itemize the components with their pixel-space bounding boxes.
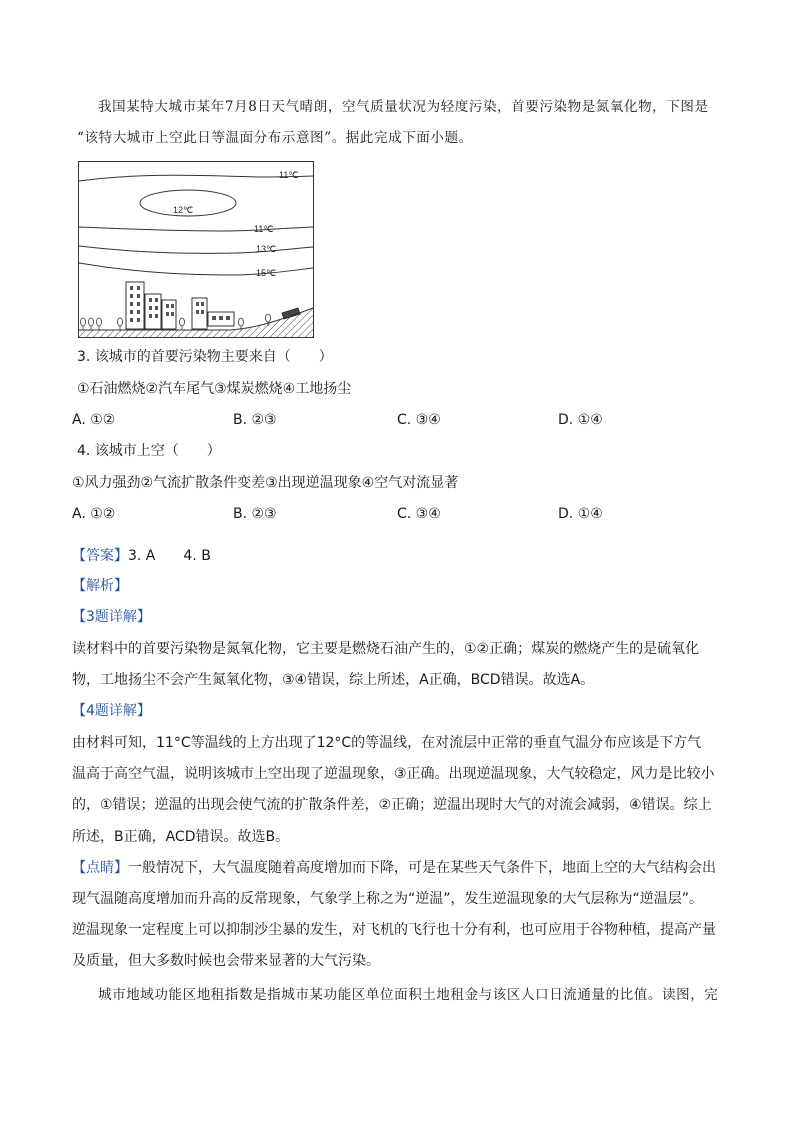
label-13: 13℃ [256,244,277,254]
note-line-4: 及质量，但大多数时候也会带来显著的大气污染。 [72,953,380,969]
label-11-lower: 11℃ [254,224,274,234]
q3-option-c[interactable]: C. ③④ [397,412,441,428]
d4-line-2: 温高于高空气温，说明该城市上空出现了逆温现象，③正确。出现逆温现象，大气较稳定，风力是比较小 [72,766,715,782]
note-line-1-row [72,858,716,878]
q4-option-a[interactable]: A. ①② [72,506,116,522]
q4-option-c[interactable]: C. ③④ [397,506,441,522]
next-line-1: 城市地域功能区地租指数是指城市某功能区单位面积土地租金与该区人口日流通量的比值。读图，完 [98,987,719,1003]
analysis-tag: 【解析】 [72,578,128,594]
intro-line-2: “该特大城市上空此日等温面分布示意图”。据此完成下面小题。 [77,130,473,146]
intro-line-1: 我国某特大城市某年7月8日天气晴朗，空气质量状况为轻度污染，首要污染物是氮氧化物，下图是 [98,99,709,115]
d3-tag: 【3题详解】 [72,609,151,625]
answer-text: 3. A 4. B [128,548,211,564]
d3-line-2: 物，工地扬尘不会产生氮氧化物，③④错误，综上所述，A正确，BCD错误。故选A。 [72,672,595,688]
label-12: 12℃ [173,205,194,215]
answer-tag: 【答案】 [72,548,128,564]
d4-line-3: 的，①错误；逆温的出现会使气流的扩散条件差，②正确；逆温出现时大气的对流会减弱，④错误。综上 [72,797,712,813]
note-line-1: 一般情况下，大气温度随着高度增加而下降，可是在某些天气条件下，地面上空的大气结构会出 [128,860,716,876]
q4-items: ①风力强劲②气流扩散条件变差③出现逆温现象④空气对流显著 [72,475,459,491]
note-tag: 【点睛】 [72,860,128,876]
d4-line-1: 由材料可知，11°C等温线的上方出现了12°C的等温线，在对流层中正常的垂直气温分布应该是下方气 [72,735,702,751]
q3-option-a[interactable]: A. ①② [72,412,116,428]
label-15: 15℃ [256,268,277,278]
d4-tag: 【4题详解】 [72,703,151,719]
isotherm-figure [78,161,314,338]
q3-option-b[interactable]: B. ②③ [233,412,277,428]
q4-option-d[interactable]: D. ①④ [558,506,603,522]
note-line-2: 现气温随高度增加而升高的反常现象，气象学上称之为“逆温”，发生逆温现象的大气层称为“逆温层”。 [72,891,704,907]
d4-line-4: 所述，B正确，ACD错误。故选B。 [72,829,290,845]
answer-block [72,546,211,566]
label-11-top: 11℃ [279,170,299,180]
d3-line-1: 读材料中的首要污染物是氮氧化物，它主要是燃烧石油产生的，①②正确；煤炭的燃烧产生的是硫氧化 [72,641,700,657]
q3-stem: 3. 该城市的首要污染物主要来自（ ） [77,349,333,365]
q3-items: ①石油燃烧②汽车尾气③煤炭燃烧④工地扬尘 [77,381,352,397]
q4-stem: 4. 该城市上空（ ） [77,443,221,459]
note-line-3: 逆温现象一定程度上可以抑制沙尘暴的发生，对飞机的飞行也十分有利，也可应用于谷物种植，提高产量 [72,922,716,938]
q3-option-d[interactable]: D. ①④ [558,412,603,428]
q4-option-b[interactable]: B. ②③ [233,506,277,522]
